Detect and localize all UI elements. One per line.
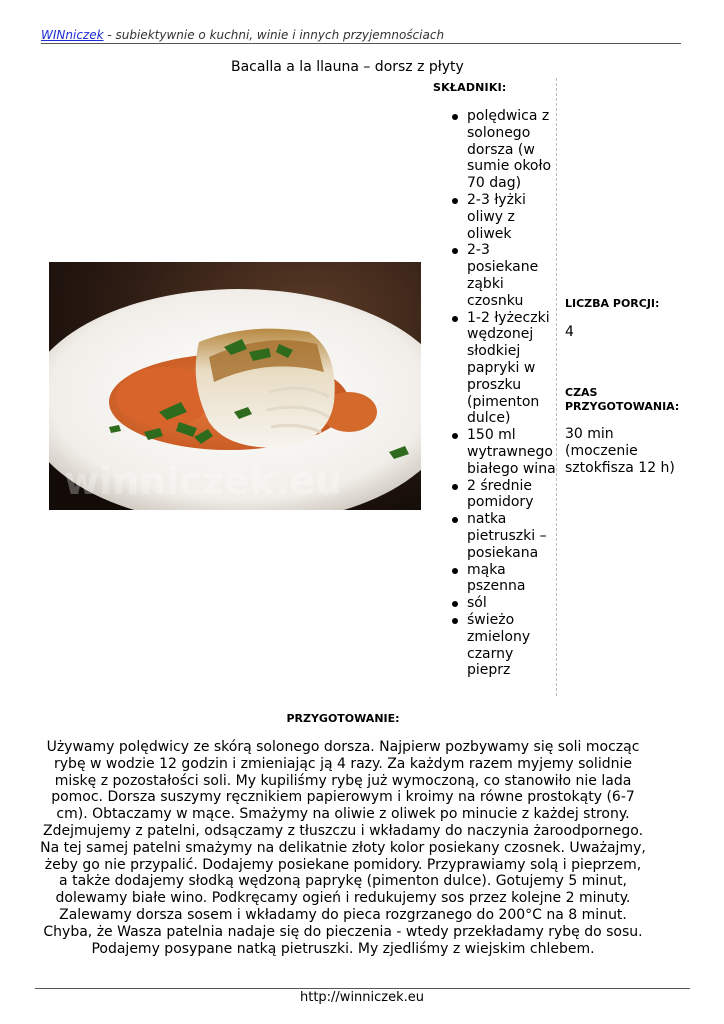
ingredient-item: 150 ml wytrawnego białego wina xyxy=(467,427,556,477)
prep-time-value: 30 min (moczenie sztokfisza 12 h) xyxy=(565,426,675,476)
servings-label: LICZBA PORCJI: xyxy=(565,297,660,310)
ingredient-item: 2-3 łyżki oliwy z oliwek xyxy=(467,192,556,242)
dish-photo xyxy=(49,262,421,510)
ingredient-item: 1-2 łyżeczki wędzonej słodkiej papryki w proszku (pimenton dulce) xyxy=(467,310,556,428)
prep-time-label: CZAS PRZYGOTOWANIA: xyxy=(565,386,680,413)
ingredient-item: świeżo zmielony czarny pieprz xyxy=(467,612,556,679)
site-link[interactable]: WINniczek xyxy=(41,28,104,42)
site-tagline: - subiektywnie o kuchni, winie i innych przyjemnościach xyxy=(103,28,445,42)
meta-column xyxy=(563,78,683,696)
ingredient-item: 2 średnie pomidory xyxy=(467,478,556,512)
ingredients-heading: SKŁADNIKI: xyxy=(433,81,507,94)
ingredient-item: natka pietruszki – posiekana xyxy=(467,511,556,561)
ingredient-item: sól xyxy=(467,595,556,612)
preparation-text: Używamy polędwicy ze skórą solonego dorsza. Najpierw pozbywamy się soli mocząc rybę w wodzie 12 godzin i zmieniając ją 4 razy. Za każdym razem myjemy solidnie miskę z pozostałości soli. My kupiliśmy rybę już wymoczoną, co stanowiło nie lada pomoc. Dorsza suszymy ręcznikiem papierowym i kroimy na równe prostokąty (6-7 cm). Obtaczamy w mące. Smażymy na oliwie z oliwek po minucie z każdej strony. Zdejmujemy z patelni, odsączamy z tłuszczu i wkładamy do naczynia żaroodpornego. Na tej samej patelni smażymy na delikatnie złoty kolor posiekany czosnek. Uważajmy, żeby go nie przypalić. Dodajemy posiekane pomidory. Przyprawiamy solą i pieprzem, a także dodajemy słodką wędzoną paprykę (pimenton dulce). Gotujemy 5 minut, dolewamy białe wino. Podkręcamy ogień i redukujemy sos przez kolejne 2 minuty. Zalewamy dorsza sosem i wkładamy do pieca rozgrzanego do 200°C na 8 minut. Chyba, że Wasza patelnia nadaje się do pieczenia - wtedy przekładamy rybę do sosu. Podajemy posypane natką pietruszki. My zjedliśmy z wiejskim chlebem. xyxy=(40,739,646,957)
page-header xyxy=(41,27,681,44)
preparation-heading: PRZYGOTOWANIE: xyxy=(286,712,400,725)
recipe-title: Bacalla a la llauna – dorsz z płyty xyxy=(231,59,464,75)
ingredients-list xyxy=(430,108,556,679)
footer-divider xyxy=(35,988,690,989)
photo-watermark: winniczek.eu xyxy=(64,459,343,503)
ingredient-item: mąka pszenna xyxy=(467,562,556,596)
ingredient-item: 2-3 posiekane ząbki czosnku xyxy=(467,242,556,309)
footer-url: http://winniczek.eu xyxy=(299,990,425,1005)
servings-value: 4 xyxy=(565,324,574,340)
ingredients-column xyxy=(430,78,557,696)
ingredient-item: polędwica z solonego dorsza (w sumie około 70 dag) xyxy=(467,108,556,192)
